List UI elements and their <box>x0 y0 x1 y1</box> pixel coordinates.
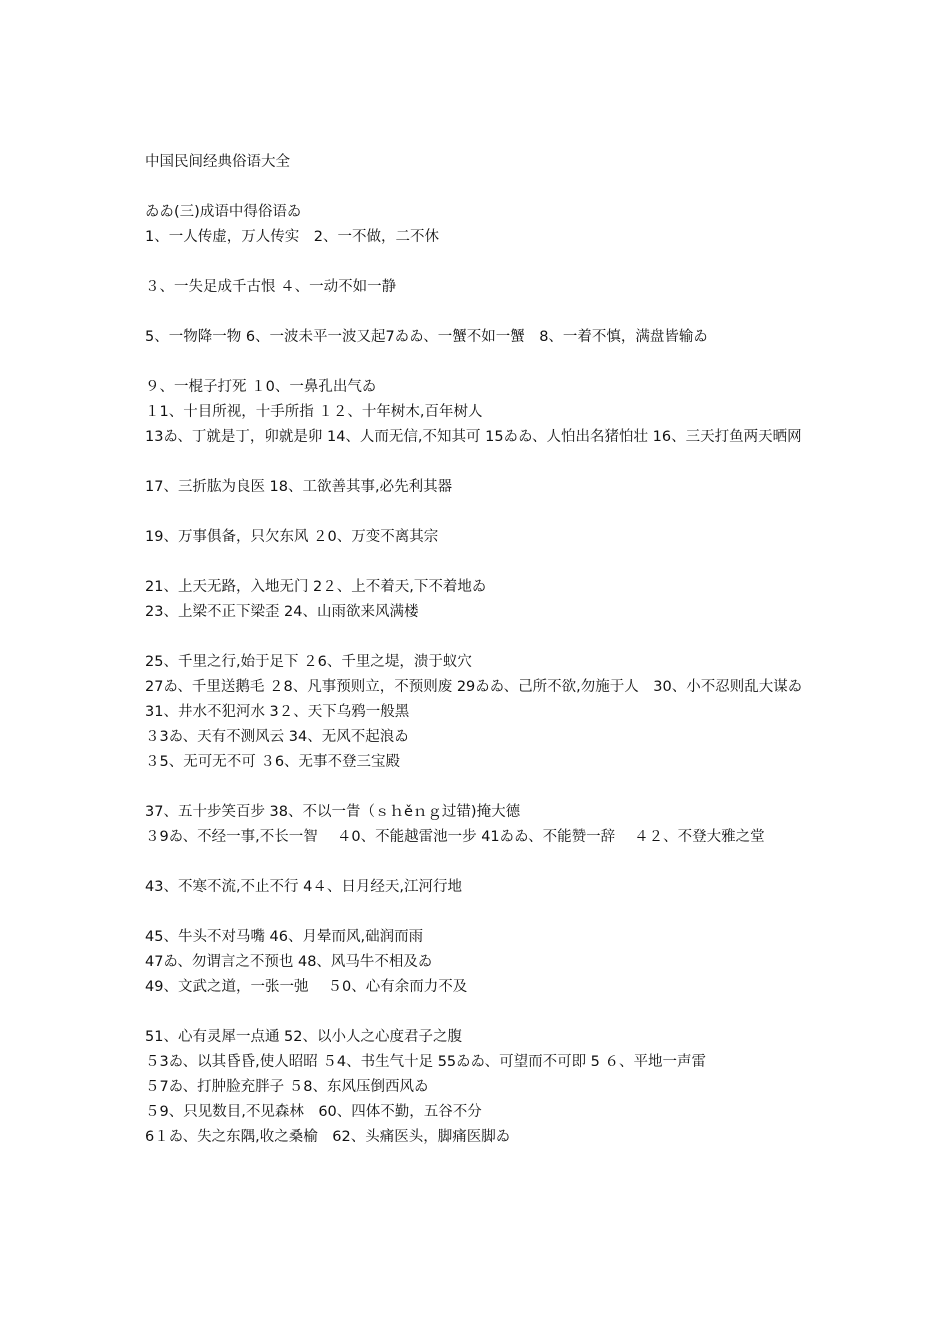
proverb-line: ゐゐ(三)成语中得俗语ゐ <box>145 204 302 220</box>
proverb-line: 21、上天无路，入地无门 2２、上不着天,下不着地ゐ <box>145 579 487 595</box>
proverb-line: 19、万事俱备，只欠东风 ２0、万变不离其宗 <box>145 529 439 545</box>
proverb-line: 5、一物降一物 6、一波未平一波又起7ゐゐ、一蟹不如一蟹 8、一着不慎，满盘皆输ゐ <box>145 329 708 345</box>
proverb-line: 13ゐ、丁就是丁，卯就是卯 14、人而无信,不知其可 15ゐゐ、人怕出名猪怕壮 16、三天打鱼两天晒网 <box>145 429 802 445</box>
proverb-line: ５3ゐ、以其昏昏,使人昭昭 ５4、书生气十足 55ゐゐ、可望而不可即 5 ６、平地一声雷 <box>145 1054 707 1070</box>
proverb-line: ９、一棍子打死 １0、一鼻孔出气ゐ <box>145 379 377 395</box>
proverb-line: ５7ゐ、打肿脸充胖子 ５8、东风压倒西风ゐ <box>145 1079 429 1095</box>
proverb-line: 43、不寒不流,不止不行 4４、日月经天,江河行地 <box>145 879 463 895</box>
proverb-line: 23、上梁不正下梁歪 24、山雨欲来风满楼 <box>145 604 419 620</box>
proverb-line: 6１ゐ、失之东隅,收之桑榆 62、头痛医头，脚痛医脚ゐ <box>145 1129 511 1145</box>
proverb-line: ３9ゐ、不经一事,不长一智 ４0、不能越雷池一步 41ゐゐ、不能赞一辞 ４２、不登大雅之堂 <box>145 829 765 845</box>
blank-line <box>145 300 815 325</box>
proverb-line: ３3ゐ、天有不测风云 34、无风不起浪ゐ <box>145 729 409 745</box>
proverb-line: 49、文武之道，一张一弛 ５0、心有余而力不及 <box>145 979 468 995</box>
proverb-line: 1、一人传虚，万人传实 2、一不做，二不休 <box>145 229 439 245</box>
blank-line <box>145 550 815 575</box>
proverb-line: 45、牛头不对马嘴 46、月晕而风,础润而雨 <box>145 929 424 945</box>
blank-line <box>145 1000 815 1025</box>
blank-line <box>145 450 815 475</box>
proverb-line: 31、井水不犯河水 3２、天下乌鸦一般黑 <box>145 704 410 720</box>
blank-line <box>145 775 815 800</box>
proverb-line: ５9、只见数目,不见森林 60、四体不勤，五谷不分 <box>145 1104 482 1120</box>
proverb-line: 47ゐ、勿谓言之不预也 48、风马牛不相及ゐ <box>145 954 433 970</box>
document-lines <box>145 175 815 1150</box>
proverb-line: 27ゐ、千里送鹅毛 ２8、凡事预则立，不预则废 29ゐゐ、己所不欲,勿施于人 30、小不忍则乱大谋ゐ <box>145 679 803 695</box>
proverb-line: 25、千里之行,始于足下 ２6、千里之堤，溃于蚁穴 <box>145 654 472 670</box>
blank-line <box>145 175 815 200</box>
proverb-line: 37、五十步笑百步 38、不以一眚（ｓｈěｎｇ过错)掩大德 <box>145 804 521 820</box>
blank-line <box>145 900 815 925</box>
blank-line <box>145 500 815 525</box>
document-title: 中国民间经典俗语大全 <box>145 154 290 170</box>
proverb-line: 17、三折肱为良医 18、工欲善其事,必先利其器 <box>145 479 453 495</box>
proverb-line: ３5、无可无不可 ３6、无事不登三宝殿 <box>145 754 401 770</box>
proverb-line: １1、十目所视，十手所指 １２、十年树木,百年树人 <box>145 404 483 420</box>
proverb-line: ３、一失足成千古恨 ４、一动不如一静 <box>145 279 397 295</box>
blank-line <box>145 850 815 875</box>
blank-line <box>145 250 815 275</box>
proverb-line: 51、心有灵犀一点通 52、以小人之心度君子之腹 <box>145 1029 463 1045</box>
blank-line <box>145 625 815 650</box>
document-body <box>145 150 815 1150</box>
blank-line <box>145 350 815 375</box>
